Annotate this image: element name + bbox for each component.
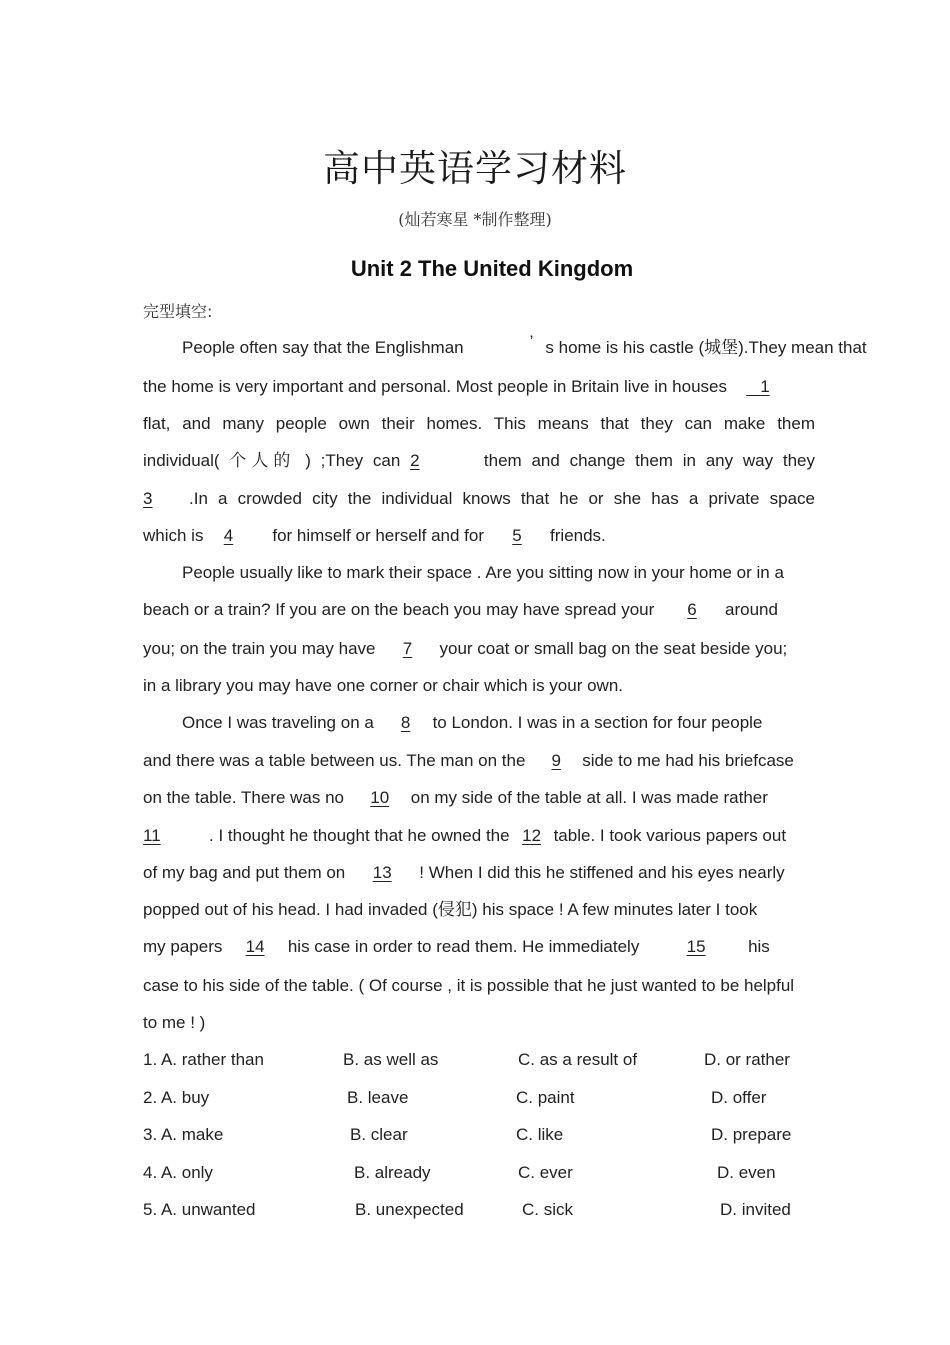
option-d[interactable]: D. even [717,1163,776,1182]
option-d[interactable]: D. or rather [704,1050,790,1069]
option-d[interactable]: D. offer [711,1088,767,1107]
passage-line: 3 .In a crowded city the individual knows that he or she has a private space [143,487,815,511]
blank-7[interactable]: 7 [402,639,413,658]
blank-5[interactable]: 5 [512,526,522,545]
option-b[interactable]: B. as well as [343,1050,439,1069]
passage-line: People usually like to mark their space . Are you sitting now in your home or in a [182,563,784,582]
blank-1[interactable]: 1 [760,377,770,396]
option-c[interactable]: C. like [516,1125,564,1144]
blank-3[interactable]: 3 [143,489,153,508]
passage-line: flat, and many people own their homes. This means that they can make them [143,414,815,433]
blank-15[interactable]: 15 [686,937,706,956]
passage-line: beach or a train? If you are on the beach you may have spread your 6 around [143,598,815,622]
passage-line: 11 . I thought he thought that he owned the 12 table. I took various papers out [143,824,815,848]
option-a[interactable]: 1. A. rather than [143,1050,264,1069]
option-a[interactable]: 5. A. unwanted [143,1200,256,1219]
passage-line: individual( 个人的 ) ;They can 2 them and change them in any way they [143,449,815,473]
blank-2[interactable]: 2 [410,451,420,470]
document-subtitle: (灿若寒星 *制作整理) [398,210,552,229]
option-d[interactable]: D. invited [720,1200,791,1219]
unit-title: Unit 2 The United Kingdom [350,256,634,281]
passage-line: Once I was traveling on a 8 to London. I was in a section for four people [182,711,816,735]
blank-10[interactable]: 10 [370,788,390,807]
blank-13[interactable]: 13 [372,863,392,882]
option-a[interactable]: 3. A. make [143,1125,224,1144]
option-b[interactable]: B. already [354,1163,431,1182]
option-b[interactable]: B. clear [350,1125,408,1144]
blank-12[interactable]: 12 [522,826,542,845]
passage-line: to me ! ) [143,1013,206,1032]
option-b[interactable]: B. unexpected [355,1200,464,1219]
blank-6[interactable]: 6 [687,600,697,619]
passage-line: popped out of his head. I had invaded (侵犯) his space ! A few minutes later I took [143,900,758,919]
blank-9[interactable]: 9 [551,751,561,770]
option-a[interactable]: 4. A. only [143,1163,213,1182]
blank-4[interactable]: 4 [223,526,234,545]
blank-8[interactable]: 8 [400,713,411,732]
option-a[interactable]: 2. A. buy [143,1088,210,1107]
option-c[interactable]: C. ever [518,1163,573,1182]
passage-line: of my bag and put them on 13 ! When I did this he stiffened and his eyes nearly [143,861,815,885]
passage-line: People often say that the Englishman ’ s home is his castle (城堡).They mean that [182,332,867,357]
blank-11[interactable]: 11 [143,826,161,845]
blank-14[interactable]: 14 [245,937,265,956]
passage-line: which is 4 for himself or herself and for 5 friends. [143,524,815,548]
passage-line: on the table. There was no 10 on my side of the table at all. I was made rather [143,786,815,810]
passage-line: my papers 14 his case in order to read them. He immediately 15 his [143,935,815,959]
passage-line: case to his side of the table. ( Of course , it is possible that he just wanted to be helpful [143,976,795,995]
option-d[interactable]: D. prepare [711,1125,792,1144]
passage-line: in a library you may have one corner or chair which is your own. [143,676,623,695]
passage-line: the home is very important and personal. Most people in Britain live in houses 1 [143,375,815,399]
passage-line: and there was a table between us. The man on the 9 side to me had his briefcase [143,749,815,773]
option-c[interactable]: C. as a result of [518,1050,638,1069]
option-c[interactable]: C. paint [516,1088,575,1107]
option-b[interactable]: B. leave [347,1088,409,1107]
section-label: 完型填空: [143,302,213,321]
passage-line: you; on the train you may have 7 your coat or small bag on the seat beside you; [143,637,815,661]
option-c[interactable]: C. sick [522,1200,573,1219]
document-title: 高中英语学习材料 [323,147,627,190]
